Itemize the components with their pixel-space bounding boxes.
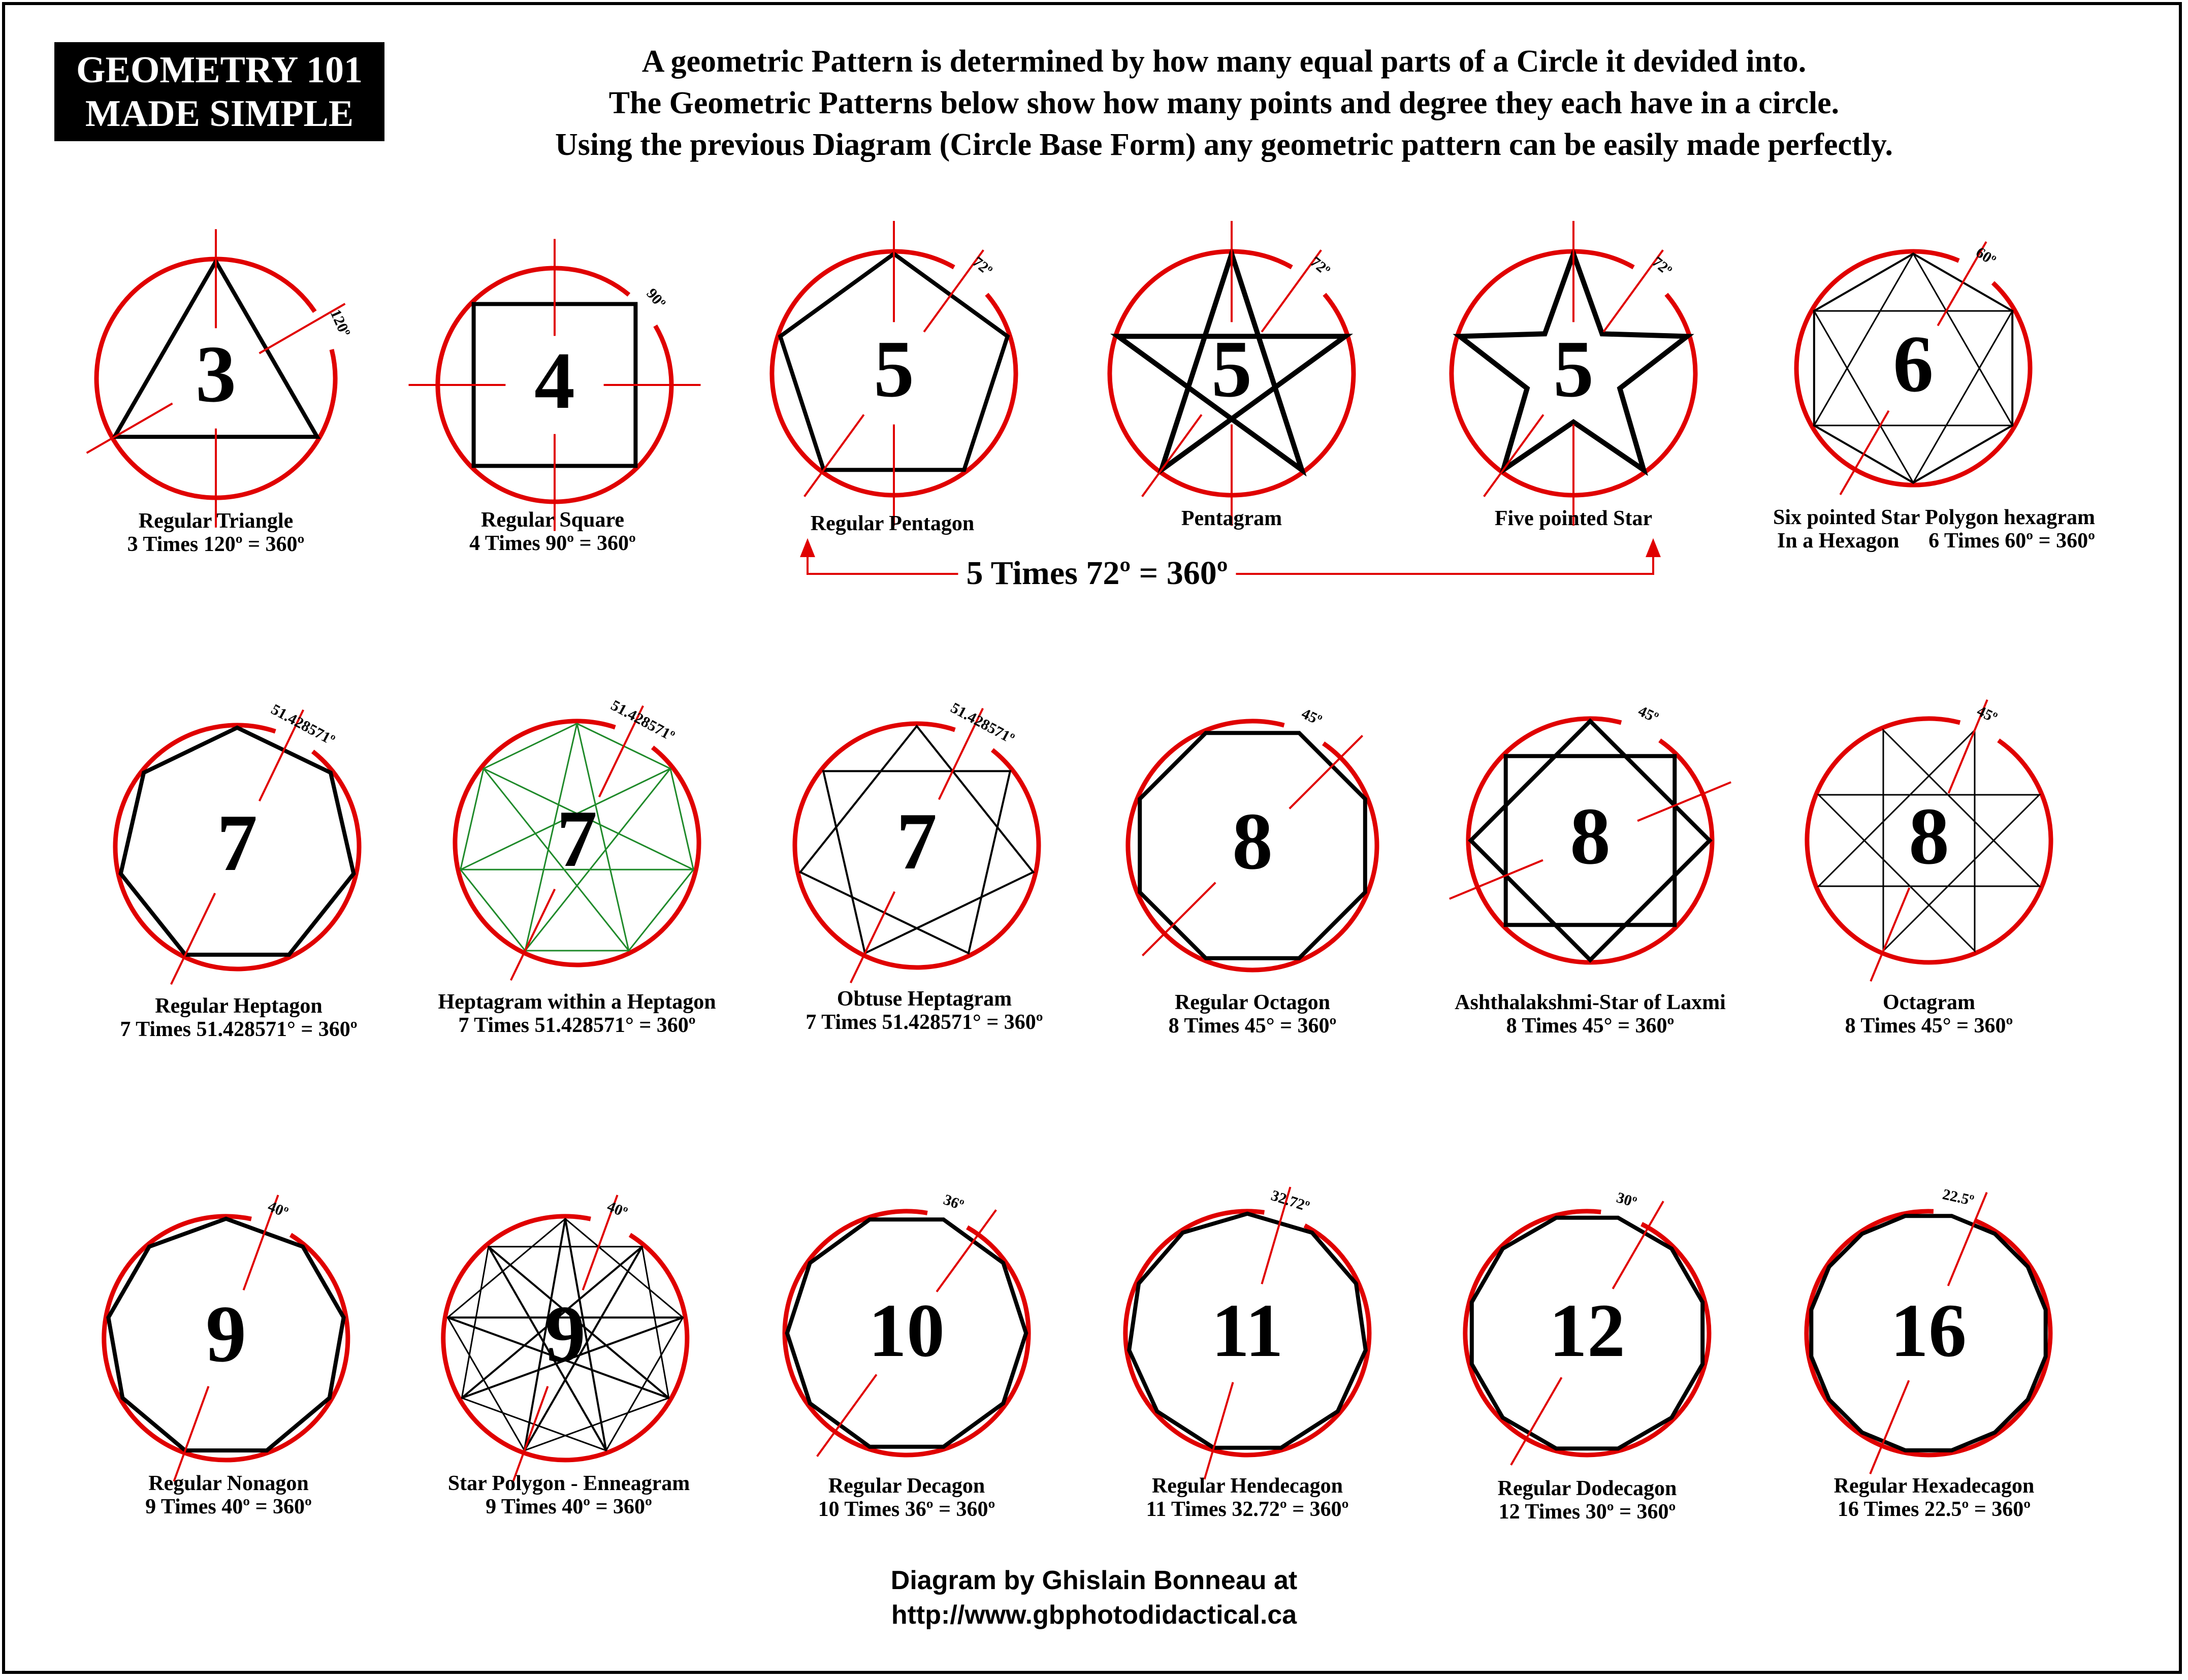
caption-five-pointed-star	[1495, 507, 1652, 530]
caption-pentagram	[1181, 507, 1282, 530]
radial-line	[513, 1386, 548, 1481]
caption-title: Regular Dodecagon	[1497, 1477, 1677, 1500]
bracket-arrow-left	[801, 541, 814, 556]
figure-heptagram-in-heptagon-7	[455, 697, 699, 980]
caption-title: Regular Hexadecagon	[1833, 1474, 2035, 1498]
figure-number: 7	[557, 793, 597, 884]
degree-label: 51.428571º	[608, 697, 678, 745]
figure-number: 4	[534, 335, 575, 426]
credit-url[interactable]: http://www.gbphotodidactical.ca	[891, 1600, 1297, 1630]
caption-title: Regular Triangle	[138, 509, 294, 533]
caption-formula: 12 Times 30º = 360º	[1498, 1500, 1676, 1524]
caption-title: Obtuse Heptagram	[836, 987, 1012, 1011]
caption-title: Regular Heptagon	[155, 994, 323, 1018]
caption-title: Heptagram within a Heptagon	[438, 990, 716, 1014]
caption-formula: 10 Times 36º = 360º	[818, 1498, 995, 1521]
caption-formula-row	[1773, 529, 2095, 553]
caption-title: Pentagram	[1181, 507, 1282, 530]
title-line-1: GEOMETRY 101	[76, 49, 363, 91]
figure-polygon-5	[772, 221, 1016, 526]
degree-label: 51.428571º	[948, 699, 1017, 748]
degree-label: 72º	[1649, 253, 1676, 279]
radial-line	[805, 415, 864, 497]
figure-number: 9	[206, 1288, 246, 1379]
caption-square	[469, 508, 636, 555]
radial-line	[1870, 1380, 1909, 1474]
radial-line	[851, 892, 895, 983]
degree-label: 72º	[1307, 253, 1334, 279]
degree-label: 72º	[969, 253, 996, 279]
caption-star-of-laxmi	[1455, 991, 1726, 1038]
caption-nonagon	[145, 1472, 312, 1519]
caption-dodecagon	[1498, 1477, 1677, 1524]
figure-square-4	[409, 239, 701, 531]
radial-line	[171, 893, 215, 985]
figure-number: 3	[196, 329, 236, 419]
caption-heptagon	[120, 994, 357, 1041]
caption-formula: 4 Times 90º = 360º	[469, 532, 636, 555]
radial-line	[1871, 888, 1909, 981]
intro-line-2: The Geometric Patterns below show how many points and degree they each have in a circle.	[608, 86, 1840, 120]
caption-title: Regular Hendecagon	[1151, 1474, 1343, 1498]
caption-pentagon	[811, 512, 974, 535]
caption-formula: 8 Times 45° = 360º	[1845, 1014, 2013, 1038]
radial-line	[1205, 1382, 1233, 1479]
figure-number: 8	[1909, 791, 1949, 881]
title-line-2: MADE SIMPLE	[85, 93, 354, 135]
credit	[891, 1563, 1297, 1632]
degree-label: 90º	[643, 285, 669, 312]
figure-number: 11	[1211, 1288, 1283, 1373]
degree-label: 45º	[1974, 702, 2000, 727]
figure-number: 7	[217, 797, 258, 888]
radial-line	[511, 889, 555, 981]
degree-label: 40º	[604, 1198, 630, 1221]
caption-hendecagon	[1146, 1474, 1349, 1521]
caption-octagram	[1845, 991, 2013, 1038]
degree-label: 120º	[327, 307, 354, 339]
caption-subtitle: In a Hexagon	[1777, 529, 1900, 553]
figure-polygon-11	[1125, 1187, 1369, 1479]
figure-pentagram-5	[1110, 221, 1354, 526]
caption-formula: 16 Times 22.5º = 360º	[1837, 1498, 2031, 1521]
caption-formula: 7 Times 51.428571° = 360º	[120, 1018, 358, 1041]
figure-number: 7	[896, 796, 937, 886]
figure-polygon-8	[1128, 705, 1377, 970]
caption-formula: 9 Times 40º = 360º	[145, 1495, 312, 1519]
figure-hexagram-6	[1796, 242, 2030, 495]
intro-line-1: A geometric Pattern is determined by how many equal parts of a Circle it devided into.	[641, 44, 1807, 79]
degree-label: 45º	[1299, 705, 1325, 729]
caption-title: Regular Octagon	[1174, 991, 1331, 1014]
caption-title: Ashthalakshmi-Star of Laxmi	[1455, 991, 1726, 1014]
caption-hexadecagon	[1834, 1474, 2035, 1521]
figure-number: 12	[1549, 1288, 1625, 1373]
figure-octagram-8	[1807, 700, 2051, 981]
caption-title: Octagram	[1883, 991, 1975, 1014]
caption-formula: 9 Times 40º = 360º	[486, 1495, 652, 1519]
caption-formula: 8 Times 45° = 360º	[1168, 1014, 1337, 1038]
figure-number: 5	[1211, 324, 1252, 414]
caption-title: Regular Decagon	[828, 1474, 985, 1498]
caption-obtuse-heptagram	[806, 987, 1043, 1034]
credit-line-1: Diagram by Ghislain Bonneau at	[890, 1566, 1298, 1595]
caption-decagon	[818, 1474, 995, 1521]
caption-title: Star Polygon - Enneagram	[447, 1472, 690, 1495]
figure-polygon-10	[785, 1191, 1028, 1456]
degree-label: 40º	[265, 1198, 291, 1221]
figure-number: 16	[1890, 1288, 1967, 1373]
degree-label: 45º	[1635, 702, 1661, 727]
caption-heptagram-in-heptagon	[438, 990, 716, 1037]
five-times-label: 5 Times 72º = 360º	[958, 554, 1236, 593]
bracket-arrow-right	[1647, 541, 1659, 556]
caption-formula: 3 Times 120º = 360º	[127, 533, 305, 556]
caption-enneagram	[448, 1472, 690, 1519]
degree-label: 60º	[1973, 244, 1999, 269]
caption-title: Six pointed Star Polygon hexagram	[1773, 506, 2095, 529]
figure-polygon-7	[115, 701, 359, 984]
degree-label: 51.428571º	[268, 701, 338, 749]
caption-formula: 7 Times 51.428571° = 360º	[806, 1011, 1043, 1034]
radial-line	[1613, 1201, 1663, 1289]
intro-line-3: Using the previous Diagram (Circle Base Form) any geometric pattern can be easily made perfectly.	[555, 127, 1893, 162]
caption-formula: 7 Times 51.428571° = 360º	[458, 1014, 696, 1037]
figure-number: 8	[1570, 791, 1611, 881]
figure-heptagram-7	[795, 699, 1039, 983]
figure-star-5	[1452, 221, 1695, 526]
caption-triangle	[127, 509, 305, 556]
degree-label: 36º	[941, 1191, 966, 1214]
figure-number: 8	[1232, 796, 1273, 886]
caption-title: Regular Nonagon	[148, 1472, 309, 1495]
caption-title: Five pointed Star	[1494, 507, 1653, 530]
caption-formula: 11 Times 32.72º = 360º	[1146, 1498, 1349, 1521]
degree-label: 22.5º	[1941, 1186, 1976, 1209]
radial-line	[1142, 415, 1202, 497]
caption-formula: 6 Times 60º = 360º	[1928, 529, 2095, 553]
figure-number: 6	[1893, 318, 1934, 409]
degree-label: 32.72º	[1269, 1187, 1312, 1215]
figure-polygon-9	[104, 1195, 348, 1481]
figure-number: 10	[868, 1288, 945, 1373]
figure-enneagram-9	[443, 1195, 687, 1481]
figure-polygon-16	[1807, 1186, 2050, 1474]
caption-title: Regular Pentagon	[810, 512, 975, 535]
caption-octagon	[1169, 991, 1337, 1038]
caption-hexagram	[1773, 506, 2095, 553]
figure-polygon-12	[1465, 1189, 1709, 1465]
figure-number: 5	[1553, 324, 1594, 414]
figure-number: 5	[874, 324, 914, 414]
figure-two-squares-8	[1450, 702, 1731, 962]
figure-polygon-3	[87, 229, 354, 528]
figure-number: 9	[545, 1288, 586, 1379]
degree-label: 30º	[1614, 1189, 1639, 1211]
radial-line	[174, 1386, 208, 1481]
caption-formula: 8 Times 45° = 360º	[1506, 1014, 1675, 1038]
caption-title: Regular Square	[481, 508, 624, 532]
